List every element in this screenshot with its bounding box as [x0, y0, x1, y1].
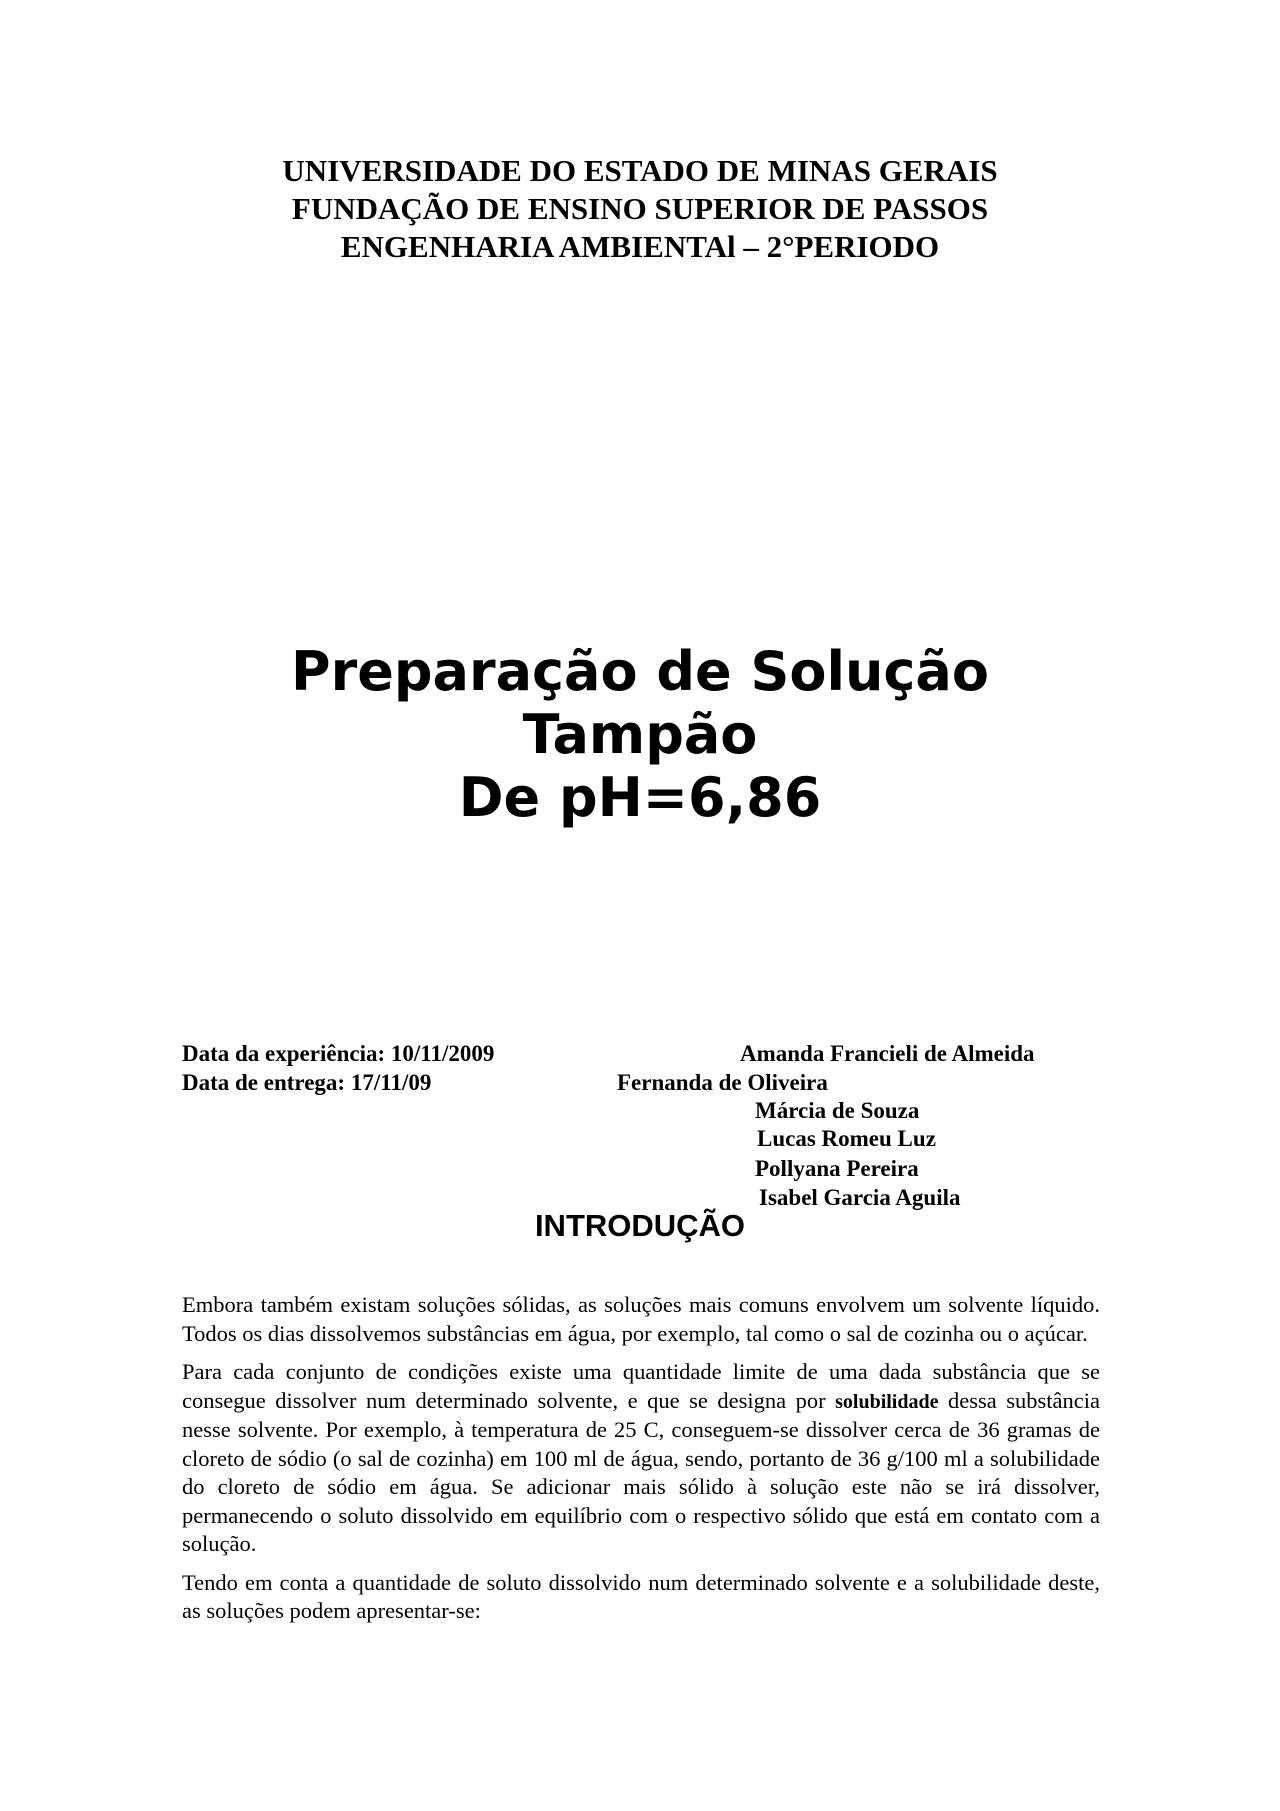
paragraph — [182, 1358, 1100, 1559]
section-heading: INTRODUÇÃO — [534, 1208, 746, 1243]
author-name: Lucas Romeu Luz — [757, 1126, 936, 1151]
author-name: Márcia de Souza — [755, 1098, 920, 1123]
institution-header — [0, 152, 1280, 266]
title-line-1: Preparação de Solução — [291, 640, 989, 703]
title-line-3: De pH=6,86 — [458, 766, 822, 829]
paragraph: Embora também existam soluções sólidas, as soluções mais comuns envolvem um solvente líquido. Todos os dias dissolvemos substâncias em água, por exemplo, tal como o sal de cozinha ou o açúcar. — [182, 1292, 1100, 1346]
introduction-body — [182, 1291, 1100, 1636]
author-name: Fernanda de Oliveira — [617, 1070, 828, 1095]
solubility-term: solubilidade — [835, 1390, 939, 1413]
paragraph: Tendo em conta a quantidade de soluto dissolvido num determinado solvente e a solubilidade deste, as soluções podem apresentar-se: — [182, 1569, 1100, 1623]
document-title — [0, 640, 1280, 829]
experiment-date: Data da experiência: 10/11/2009 — [182, 1041, 495, 1066]
author-name: Pollyana Pereira — [755, 1156, 919, 1181]
paragraph-text: dessa substância nesse solvente. Por exemplo, à temperatura de 25 C, conseguem-se dissolver cerca de 36 gramas de cloreto de sódio (o sal de cozinha) em 100 ml de água, sendo, portanto de 36 g/100 ml a solubilidade do cloreto de sódio em água. Se adicionar mais sólido à solução este não se irá dissolver, permanecendo o soluto dissolvido em equilíbrio com o respectivo sólido que está em contato com a solução. — [182, 1387, 1100, 1556]
author-name: Amanda Francieli de Almeida — [740, 1041, 1035, 1066]
foundation-name: FUNDAÇÃO DE ENSINO SUPERIOR DE PASSOS — [291, 191, 989, 226]
paragraph-text: Para cada conjunto de condições existe uma quantidade limite de uma dada substância que se consegue dissolver num determinado solvente, e que se designa por — [182, 1359, 1100, 1413]
university-name: UNIVERSIDADE DO ESTADO DE MINAS GERAIS — [282, 153, 998, 188]
author-name: Isabel Garcia Aguila — [759, 1185, 961, 1210]
course-name: ENGENHARIA AMBIENTAl – 2°PERIODO — [340, 229, 940, 264]
delivery-date: Data de entrega: 17/11/09 — [182, 1070, 432, 1095]
title-line-2: Tampão — [522, 703, 758, 766]
